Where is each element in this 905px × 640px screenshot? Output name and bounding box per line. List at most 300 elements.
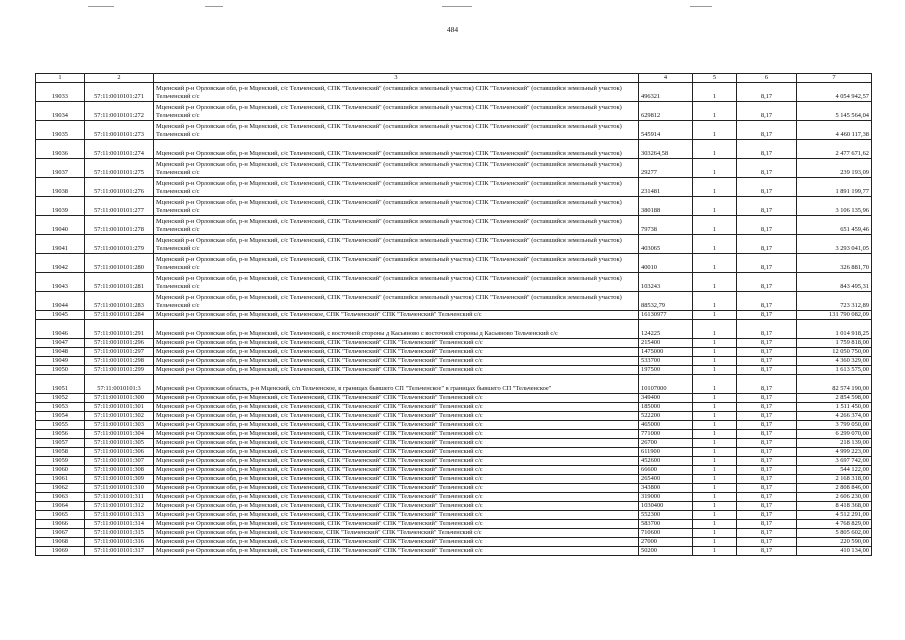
cadastral-number-cell: 57:11:0010101:279 bbox=[85, 235, 154, 254]
unit-price-cell: 8,17 bbox=[737, 538, 797, 547]
row-number-cell: 19047 bbox=[36, 339, 85, 348]
location-description-cell: Мценский р-н Орловская обл, р-н Мценский, с/с Тельченский, СПК "Тельченский" СПК "Тельченский" Тельченский с/с bbox=[154, 484, 639, 493]
row-number-cell: 19037 bbox=[36, 159, 85, 178]
row-number-cell: 19040 bbox=[36, 216, 85, 235]
cadastral-number-cell: 57:11:0010101:296 bbox=[85, 339, 154, 348]
cadastral-number-cell: 57:11:0010101:297 bbox=[85, 348, 154, 357]
row-number-cell: 19048 bbox=[36, 348, 85, 357]
total-value-cell: 5 805 602,00 bbox=[797, 529, 872, 538]
total-value-cell: 1 613 575,00 bbox=[797, 366, 872, 375]
row-number-cell: 19039 bbox=[36, 197, 85, 216]
scan-speck bbox=[442, 6, 472, 7]
location-description-cell: Мценский р-н Орловская обл, р-н Мценский, с/с Тельченский, СПК "Тельченский" СПК "Тельченский" Тельченский с/с bbox=[154, 421, 639, 430]
unit-price-cell: 8,17 bbox=[737, 311, 797, 320]
total-value-cell: 4 999 223,00 bbox=[797, 448, 872, 457]
area-cell: 231481 bbox=[639, 178, 693, 197]
share-cell: 1 bbox=[693, 339, 737, 348]
table-row bbox=[36, 140, 872, 159]
unit-price-cell: 8,17 bbox=[737, 357, 797, 366]
column-header-7: 7 bbox=[797, 74, 872, 83]
share-cell: 1 bbox=[693, 83, 737, 102]
table-row bbox=[36, 502, 872, 511]
cadastral-number-cell: 57:11:0010101:300 bbox=[85, 394, 154, 403]
row-number-cell: 19053 bbox=[36, 403, 85, 412]
cadastral-number-cell: 57:11:0010101:277 bbox=[85, 197, 154, 216]
table-row bbox=[36, 320, 872, 339]
share-cell: 1 bbox=[693, 121, 737, 140]
total-value-cell: 12 050 750,00 bbox=[797, 348, 872, 357]
row-number-cell: 19067 bbox=[36, 529, 85, 538]
row-number-cell: 19044 bbox=[36, 292, 85, 311]
row-number-cell: 19059 bbox=[36, 457, 85, 466]
cadastral-number-cell: 57:11:0010101:299 bbox=[85, 366, 154, 375]
area-cell: 319000 bbox=[639, 493, 693, 502]
share-cell: 1 bbox=[693, 102, 737, 121]
location-description-cell: Мценский р-н Орловская обл, р-н Мценский, с/с Тельченский, СПК "Тельченский" СПК "Тельченский" Тельченский с/с bbox=[154, 394, 639, 403]
cadastral-number-cell: 57:11:0010101:3 bbox=[85, 375, 154, 394]
row-number-cell: 19042 bbox=[36, 254, 85, 273]
area-cell: 16130977 bbox=[639, 311, 693, 320]
table-row bbox=[36, 159, 872, 178]
row-number-cell: 19035 bbox=[36, 121, 85, 140]
share-cell: 1 bbox=[693, 520, 737, 529]
cadastral-number-cell: 57:11:0010101:272 bbox=[85, 102, 154, 121]
table-row bbox=[36, 493, 872, 502]
share-cell: 1 bbox=[693, 529, 737, 538]
cadastral-number-cell: 57:11:0010101:314 bbox=[85, 520, 154, 529]
total-value-cell: 4 054 942,57 bbox=[797, 83, 872, 102]
share-cell: 1 bbox=[693, 292, 737, 311]
unit-price-cell: 8,17 bbox=[737, 466, 797, 475]
location-description-cell: Мценский р-н Орловская обл, р-н Мценский, с/с Тельченское, СПК "Тельченский" СПК "Тельченский" Тельченский с/с bbox=[154, 529, 639, 538]
cadastral-number-cell: 57:11:0010101:313 bbox=[85, 511, 154, 520]
unit-price-cell: 8,17 bbox=[737, 375, 797, 394]
row-number-cell: 19041 bbox=[36, 235, 85, 254]
share-cell: 1 bbox=[693, 457, 737, 466]
row-number-cell: 19057 bbox=[36, 439, 85, 448]
location-description-cell: Мценский р-н Орловская обл, р-н Мценский, с/с Тельченский, СПК "Тельченский" СПК "Тельченский" Тельченский с/с bbox=[154, 403, 639, 412]
share-cell: 1 bbox=[693, 502, 737, 511]
table-row bbox=[36, 511, 872, 520]
total-value-cell: 544 122,00 bbox=[797, 466, 872, 475]
unit-price-cell: 8,17 bbox=[737, 457, 797, 466]
share-cell: 1 bbox=[693, 403, 737, 412]
area-cell: 265400 bbox=[639, 475, 693, 484]
column-header-6: 6 bbox=[737, 74, 797, 83]
unit-price-cell: 8,17 bbox=[737, 292, 797, 311]
share-cell: 1 bbox=[693, 439, 737, 448]
unit-price-cell: 8,17 bbox=[737, 421, 797, 430]
location-description-cell: Мценский р-н Орловская обл, р-н Мценский, с/с Тельченский, СПК "Тельченский" СПК "Тельченский" Тельченский с/с bbox=[154, 502, 639, 511]
share-cell: 1 bbox=[693, 366, 737, 375]
unit-price-cell: 8,17 bbox=[737, 178, 797, 197]
cadastral-number-cell: 57:11:0010101:278 bbox=[85, 216, 154, 235]
total-value-cell: 651 459,46 bbox=[797, 216, 872, 235]
area-cell: 496321 bbox=[639, 83, 693, 102]
unit-price-cell: 8,17 bbox=[737, 403, 797, 412]
row-number-cell: 19043 bbox=[36, 273, 85, 292]
share-cell: 1 bbox=[693, 159, 737, 178]
share-cell: 1 bbox=[693, 235, 737, 254]
table-body bbox=[36, 83, 872, 556]
total-value-cell: 82 574 190,00 bbox=[797, 375, 872, 394]
total-value-cell: 3 293 041,05 bbox=[797, 235, 872, 254]
area-cell: 88532,79 bbox=[639, 292, 693, 311]
unit-price-cell: 8,17 bbox=[737, 511, 797, 520]
total-value-cell: 3 106 135,96 bbox=[797, 197, 872, 216]
share-cell: 1 bbox=[693, 547, 737, 556]
location-description-cell: Мценский р-н Орловская обл, р-н Мценский, с/с Тельченский, СПК "Тельченский" (оставшийся земельный участок) СПК "Тельченский" (оставшийся земельный участок) Тельченский с/с bbox=[154, 216, 639, 235]
share-cell: 1 bbox=[693, 466, 737, 475]
table-row bbox=[36, 273, 872, 292]
table-row bbox=[36, 421, 872, 430]
area-cell: 583700 bbox=[639, 520, 693, 529]
unit-price-cell: 8,17 bbox=[737, 366, 797, 375]
cadastral-number-cell: 57:11:0010101:291 bbox=[85, 320, 154, 339]
row-number-cell: 19061 bbox=[36, 475, 85, 484]
cadastral-number-cell: 57:11:0010101:276 bbox=[85, 178, 154, 197]
share-cell: 1 bbox=[693, 357, 737, 366]
area-cell: 552300 bbox=[639, 511, 693, 520]
table-row bbox=[36, 538, 872, 547]
cadastral-number-cell: 57:11:0010101:280 bbox=[85, 254, 154, 273]
unit-price-cell: 8,17 bbox=[737, 448, 797, 457]
share-cell: 1 bbox=[693, 511, 737, 520]
table-row bbox=[36, 102, 872, 121]
share-cell: 1 bbox=[693, 216, 737, 235]
location-description-cell: Мценский р-н Орловская обл, р-н Мценский, с/с Тельченский, СПК "Тельченский" СПК "Тельченский" Тельченский с/с bbox=[154, 493, 639, 502]
total-value-cell: 4 360 329,00 bbox=[797, 357, 872, 366]
total-value-cell: 2 168 318,00 bbox=[797, 475, 872, 484]
table-row bbox=[36, 197, 872, 216]
column-header-1: 1 bbox=[36, 74, 85, 83]
location-description-cell: Мценский р-н Орловская обл, р-н Мценский, с/с Тельченский, СПК "Тельченский" СПК "Тельченский" Тельченский с/с bbox=[154, 348, 639, 357]
area-cell: 215400 bbox=[639, 339, 693, 348]
total-value-cell: 5 145 564,04 bbox=[797, 102, 872, 121]
scan-speck bbox=[690, 6, 712, 7]
share-cell: 1 bbox=[693, 448, 737, 457]
table-row bbox=[36, 83, 872, 102]
area-cell: 771000 bbox=[639, 430, 693, 439]
row-number-cell: 19060 bbox=[36, 466, 85, 475]
row-number-cell: 19034 bbox=[36, 102, 85, 121]
location-description-cell: Мценский р-н Орловская обл, р-н Мценский, с/с Тельченский, СПК "Тельченский" (оставшийся земельный участок) СПК "Тельченский" (оставшийся земельный участок) Тельченский с/с bbox=[154, 197, 639, 216]
cadastral-number-cell: 57:11:0010101:305 bbox=[85, 439, 154, 448]
total-value-cell: 4 512 291,00 bbox=[797, 511, 872, 520]
row-number-cell: 19033 bbox=[36, 83, 85, 102]
location-description-cell: Мценский р-н Орловская обл, р-н Мценский, с/с Тельченский, СПК "Тельченский" СПК "Тельченский" Тельченский с/с bbox=[154, 511, 639, 520]
location-description-cell: Мценский р-н Орловская обл, р-н Мценский, с/с Тельченский, СПК "Тельченский" СПК "Тельченский" Тельченский с/с bbox=[154, 475, 639, 484]
row-number-cell: 19063 bbox=[36, 493, 85, 502]
location-description-cell: Мценский р-н Орловская обл, р-н Мценский, с/с Тельченский, СПК "Тельченский" СПК "Тельченский" Тельченский с/с bbox=[154, 547, 639, 556]
area-cell: 10107000 bbox=[639, 375, 693, 394]
location-description-cell: Мценский р-н Орловская область, р-н Мценский, с/п Тельченское, в границах бывшего СП "Тельченское" в границах бывшего СП "Тельченское" bbox=[154, 375, 639, 394]
cadastral-number-cell: 57:11:0010101:306 bbox=[85, 448, 154, 457]
location-description-cell: Мценский р-н Орловская обл, р-н Мценский, с/с Тельченский, СПК "Тельченский" (оставшийся земельный участок) СПК "Тельченский" (оставшийся земельный участок) bbox=[154, 140, 639, 159]
table-row bbox=[36, 339, 872, 348]
column-header-2: 2 bbox=[85, 74, 154, 83]
unit-price-cell: 8,17 bbox=[737, 493, 797, 502]
location-description-cell: Мценский р-н Орловская обл, р-н Мценский, с/с Тельченский, СПК "Тельченский" СПК "Тельченский" Тельченский с/с bbox=[154, 412, 639, 421]
location-description-cell: Мценский р-н Орловская обл, р-н Мценский, с/с Тельченское, СПК "Тельченский" СПК "Тельченский" Тельченский с/с bbox=[154, 311, 639, 320]
location-description-cell: Мценский р-н Орловская обл, р-н Мценский, с/с Тельченский, СПК "Тельченский" СПК "Тельченский" Тельченский с/с bbox=[154, 448, 639, 457]
table-row bbox=[36, 403, 872, 412]
table-row bbox=[36, 430, 872, 439]
row-number-cell: 19065 bbox=[36, 511, 85, 520]
cadastral-number-cell: 57:11:0010101:283 bbox=[85, 292, 154, 311]
share-cell: 1 bbox=[693, 348, 737, 357]
column-header-4: 4 bbox=[639, 74, 693, 83]
total-value-cell: 3 799 050,00 bbox=[797, 421, 872, 430]
cadastral-number-cell: 57:11:0010101:284 bbox=[85, 311, 154, 320]
location-description-cell: Мценский р-н Орловская обл, р-н Мценский, с/с Тельченский, СПК "Тельченский" СПК "Тельченский" Тельченский с/с bbox=[154, 538, 639, 547]
table-row bbox=[36, 348, 872, 357]
unit-price-cell: 8,17 bbox=[737, 235, 797, 254]
area-cell: 380188 bbox=[639, 197, 693, 216]
area-cell: 710600 bbox=[639, 529, 693, 538]
area-cell: 103243 bbox=[639, 273, 693, 292]
row-number-cell: 19045 bbox=[36, 311, 85, 320]
share-cell: 1 bbox=[693, 178, 737, 197]
table-row bbox=[36, 520, 872, 529]
table-row bbox=[36, 375, 872, 394]
location-description-cell: Мценский р-н Орловская обл, р-н Мценский, с/с Тельченский, СПК "Тельченский" (оставшийся земельный участок) СПК "Тельченский" (оставшийся земельный участок) Тельченский с/с bbox=[154, 102, 639, 121]
table-row bbox=[36, 121, 872, 140]
total-value-cell: 843 495,31 bbox=[797, 273, 872, 292]
share-cell: 1 bbox=[693, 197, 737, 216]
table-row bbox=[36, 412, 872, 421]
unit-price-cell: 8,17 bbox=[737, 484, 797, 493]
unit-price-cell: 8,17 bbox=[737, 83, 797, 102]
page-number: 484 bbox=[446, 25, 459, 34]
row-number-cell: 19050 bbox=[36, 366, 85, 375]
table-row bbox=[36, 216, 872, 235]
cadastral-number-cell: 57:11:0010101:275 bbox=[85, 159, 154, 178]
cadastral-number-cell: 57:11:0010101:274 bbox=[85, 140, 154, 159]
share-cell: 1 bbox=[693, 375, 737, 394]
total-value-cell: 326 881,70 bbox=[797, 254, 872, 273]
cadastral-number-cell: 57:11:0010101:281 bbox=[85, 273, 154, 292]
scan-speck bbox=[205, 6, 223, 7]
share-cell: 1 bbox=[693, 538, 737, 547]
cadastral-number-cell: 57:11:0010101:316 bbox=[85, 538, 154, 547]
table-row bbox=[36, 235, 872, 254]
table-row bbox=[36, 439, 872, 448]
unit-price-cell: 8,17 bbox=[737, 216, 797, 235]
total-value-cell: 239 193,09 bbox=[797, 159, 872, 178]
row-number-cell: 19036 bbox=[36, 140, 85, 159]
area-cell: 50200 bbox=[639, 547, 693, 556]
cadastral-number-cell: 57:11:0010101:273 bbox=[85, 121, 154, 140]
cadastral-number-cell: 57:11:0010101:304 bbox=[85, 430, 154, 439]
area-cell: 303264,58 bbox=[639, 140, 693, 159]
share-cell: 1 bbox=[693, 311, 737, 320]
total-value-cell: 1 759 818,00 bbox=[797, 339, 872, 348]
total-value-cell: 723 312,89 bbox=[797, 292, 872, 311]
total-value-cell: 1 511 450,00 bbox=[797, 403, 872, 412]
cadastral-number-cell: 57:11:0010101:310 bbox=[85, 484, 154, 493]
column-header-3: 3 bbox=[154, 74, 639, 83]
table-row bbox=[36, 311, 872, 320]
unit-price-cell: 8,17 bbox=[737, 121, 797, 140]
row-number-cell: 19055 bbox=[36, 421, 85, 430]
unit-price-cell: 8,17 bbox=[737, 439, 797, 448]
unit-price-cell: 8,17 bbox=[737, 102, 797, 121]
share-cell: 1 bbox=[693, 140, 737, 159]
area-cell: 124225 bbox=[639, 320, 693, 339]
area-cell: 465000 bbox=[639, 421, 693, 430]
unit-price-cell: 8,17 bbox=[737, 320, 797, 339]
cadastral-number-cell: 57:11:0010101:315 bbox=[85, 529, 154, 538]
unit-price-cell: 8,17 bbox=[737, 159, 797, 178]
unit-price-cell: 8,17 bbox=[737, 394, 797, 403]
area-cell: 26700 bbox=[639, 439, 693, 448]
cadastral-number-cell: 57:11:0010101:271 bbox=[85, 83, 154, 102]
area-cell: 1030400 bbox=[639, 502, 693, 511]
cadastral-number-cell: 57:11:0010101:303 bbox=[85, 421, 154, 430]
table-row bbox=[36, 484, 872, 493]
cadastral-number-cell: 57:11:0010101:301 bbox=[85, 403, 154, 412]
table-row bbox=[36, 448, 872, 457]
land-plots-table bbox=[35, 73, 872, 556]
unit-price-cell: 8,17 bbox=[737, 197, 797, 216]
cadastral-number-cell: 57:11:0010101:317 bbox=[85, 547, 154, 556]
location-description-cell: Мценский р-н Орловская обл, р-н Мценский, с/с Тельченский, СПК "Тельченский" (оставшийся земельный участок) СПК "Тельченский" (оставшийся земельный участок) Тельченский с/с bbox=[154, 159, 639, 178]
location-description-cell: Мценский р-н Орловская обл, р-н Мценский, с/с Тельченский, СПК "Тельченский" (оставшийся земельный участок) СПК "Тельченский" (оставшийся земельный участок) Тельченский с/с bbox=[154, 121, 639, 140]
total-value-cell: 2 854 598,00 bbox=[797, 394, 872, 403]
total-value-cell: 4 768 829,00 bbox=[797, 520, 872, 529]
share-cell: 1 bbox=[693, 493, 737, 502]
table-row bbox=[36, 547, 872, 556]
unit-price-cell: 8,17 bbox=[737, 502, 797, 511]
location-description-cell: Мценский р-н Орловская обл, р-н Мценский, с/с Тельченский, СПК "Тельченский" (оставшийся земельный участок) СПК "Тельченский" (оставшийся земельный участок) Тельченский с/с bbox=[154, 273, 639, 292]
total-value-cell: 410 134,00 bbox=[797, 547, 872, 556]
area-cell: 522200 bbox=[639, 412, 693, 421]
total-value-cell: 2 808 846,00 bbox=[797, 484, 872, 493]
column-header-5: 5 bbox=[693, 74, 737, 83]
location-description-cell: Мценский р-н Орловская обл, р-н Мценский, с/с Тельченский, СПК "Тельченский" СПК "Тельченский" Тельченский с/с bbox=[154, 357, 639, 366]
location-description-cell: Мценский р-н Орловская обл, р-н Мценский, с/с Тельченский, СПК "Тельченский" СПК "Тельченский" Тельченский с/с bbox=[154, 439, 639, 448]
area-cell: 185000 bbox=[639, 403, 693, 412]
unit-price-cell: 8,17 bbox=[737, 140, 797, 159]
total-value-cell: 2 606 230,00 bbox=[797, 493, 872, 502]
location-description-cell: Мценский р-н Орловская обл, р-н Мценский, с/с Тельченский, СПК "Тельченский" СПК "Тельченский" Тельченский с/с bbox=[154, 520, 639, 529]
row-number-cell: 19056 bbox=[36, 430, 85, 439]
cadastral-number-cell: 57:11:0010101:308 bbox=[85, 466, 154, 475]
share-cell: 1 bbox=[693, 421, 737, 430]
row-number-cell: 19049 bbox=[36, 357, 85, 366]
area-cell: 27000 bbox=[639, 538, 693, 547]
row-number-cell: 19058 bbox=[36, 448, 85, 457]
unit-price-cell: 8,17 bbox=[737, 348, 797, 357]
total-value-cell: 4 266 374,00 bbox=[797, 412, 872, 421]
share-cell: 1 bbox=[693, 412, 737, 421]
area-cell: 533700 bbox=[639, 357, 693, 366]
scan-speck bbox=[88, 6, 114, 7]
area-cell: 40010 bbox=[639, 254, 693, 273]
location-description-cell: Мценский р-н Орловская обл, р-н Мценский, с/с Тельченский, СПК "Тельченский" СПК "Тельченский" Тельченский с/с bbox=[154, 466, 639, 475]
total-value-cell: 218 139,00 bbox=[797, 439, 872, 448]
total-value-cell: 220 590,00 bbox=[797, 538, 872, 547]
cadastral-number-cell: 57:11:0010101:309 bbox=[85, 475, 154, 484]
location-description-cell: Мценский р-н Орловская обл, р-н Мценский, с/с Тельченский, СПК "Тельченский" (оставшийся земельный участок) СПК "Тельченский" (оставшийся земельный участок) Тельченский с/с bbox=[154, 178, 639, 197]
total-value-cell: 4 460 117,38 bbox=[797, 121, 872, 140]
location-description-cell: Мценский р-н Орловская обл, р-н Мценский, с/с Тельченский, СПК "Тельченский" СПК "Тельченский" Тельченский с/с bbox=[154, 430, 639, 439]
location-description-cell: Мценский р-н Орловская обл, р-н Мценский, с/с Тельченский, СПК "Тельченский" СПК "Тельченский" Тельченский с/с bbox=[154, 457, 639, 466]
unit-price-cell: 8,17 bbox=[737, 412, 797, 421]
area-cell: 611900 bbox=[639, 448, 693, 457]
table-row bbox=[36, 529, 872, 538]
area-cell: 197500 bbox=[639, 366, 693, 375]
table-row bbox=[36, 178, 872, 197]
unit-price-cell: 8,17 bbox=[737, 339, 797, 348]
location-description-cell: Мценский р-н Орловская обл, р-н Мценский, с/с Тельченский, СПК "Тельченский" (оставшийся земельный участок) СПК "Тельченский" (оставшийся земельный участок) Тельченский с/с bbox=[154, 292, 639, 311]
row-number-cell: 19069 bbox=[36, 547, 85, 556]
cadastral-number-cell: 57:11:0010101:311 bbox=[85, 493, 154, 502]
area-cell: 545914 bbox=[639, 121, 693, 140]
location-description-cell: Мценский р-н Орловская обл, р-н Мценский, с/с Тельченский, СПК "Тельченский" (оставшийся земельный участок) СПК "Тельченский" (оставшийся земельный участок) Тельченский с/с bbox=[154, 235, 639, 254]
table-row bbox=[36, 254, 872, 273]
row-number-cell: 19052 bbox=[36, 394, 85, 403]
location-description-cell: Мценский р-н Орловская обл, р-н Мценский, с/с Тельченский, СПК "Тельченский" (оставшийся земельный участок) СПК "Тельченский" (оставшийся земельный участок) Тельченский с/с bbox=[154, 254, 639, 273]
table-row bbox=[36, 466, 872, 475]
share-cell: 1 bbox=[693, 430, 737, 439]
cadastral-number-cell: 57:11:0010101:302 bbox=[85, 412, 154, 421]
share-cell: 1 bbox=[693, 273, 737, 292]
area-cell: 29277 bbox=[639, 159, 693, 178]
unit-price-cell: 8,17 bbox=[737, 273, 797, 292]
total-value-cell: 1 891 199,77 bbox=[797, 178, 872, 197]
table-row bbox=[36, 457, 872, 466]
table-row bbox=[36, 394, 872, 403]
total-value-cell: 2 477 671,62 bbox=[797, 140, 872, 159]
row-number-cell: 19046 bbox=[36, 320, 85, 339]
total-value-cell: 3 697 742,00 bbox=[797, 457, 872, 466]
area-cell: 79738 bbox=[639, 216, 693, 235]
unit-price-cell: 8,17 bbox=[737, 430, 797, 439]
total-value-cell: 1 014 918,25 bbox=[797, 320, 872, 339]
share-cell: 1 bbox=[693, 320, 737, 339]
unit-price-cell: 8,17 bbox=[737, 254, 797, 273]
location-description-cell: Мценский р-н Орловская обл, р-н Мценский, с/с Тельченский, СПК "Тельченский" СПК "Тельченский" Тельченский с/с bbox=[154, 366, 639, 375]
unit-price-cell: 8,17 bbox=[737, 529, 797, 538]
area-cell: 403065 bbox=[639, 235, 693, 254]
total-value-cell: 6 299 070,00 bbox=[797, 430, 872, 439]
share-cell: 1 bbox=[693, 394, 737, 403]
area-cell: 629812 bbox=[639, 102, 693, 121]
row-number-cell: 19064 bbox=[36, 502, 85, 511]
unit-price-cell: 8,17 bbox=[737, 547, 797, 556]
unit-price-cell: 8,17 bbox=[737, 475, 797, 484]
cadastral-number-cell: 57:11:0010101:312 bbox=[85, 502, 154, 511]
share-cell: 1 bbox=[693, 475, 737, 484]
row-number-cell: 19054 bbox=[36, 412, 85, 421]
row-number-cell: 19062 bbox=[36, 484, 85, 493]
location-description-cell: Мценский р-н Орловская обл, р-н Мценский, с/с Тельченский, с восточной стороны д Касьяново с восточной стороны д Касьяново Тельченский с/с bbox=[154, 320, 639, 339]
share-cell: 1 bbox=[693, 484, 737, 493]
table-row bbox=[36, 366, 872, 375]
cadastral-number-cell: 57:11:0010101:307 bbox=[85, 457, 154, 466]
area-cell: 452600 bbox=[639, 457, 693, 466]
row-number-cell: 19051 bbox=[36, 375, 85, 394]
area-cell: 66600 bbox=[639, 466, 693, 475]
total-value-cell: 8 418 368,00 bbox=[797, 502, 872, 511]
row-number-cell: 19066 bbox=[36, 520, 85, 529]
area-cell: 349400 bbox=[639, 394, 693, 403]
share-cell: 1 bbox=[693, 254, 737, 273]
row-number-cell: 19068 bbox=[36, 538, 85, 547]
cadastral-number-cell: 57:11:0010101:298 bbox=[85, 357, 154, 366]
